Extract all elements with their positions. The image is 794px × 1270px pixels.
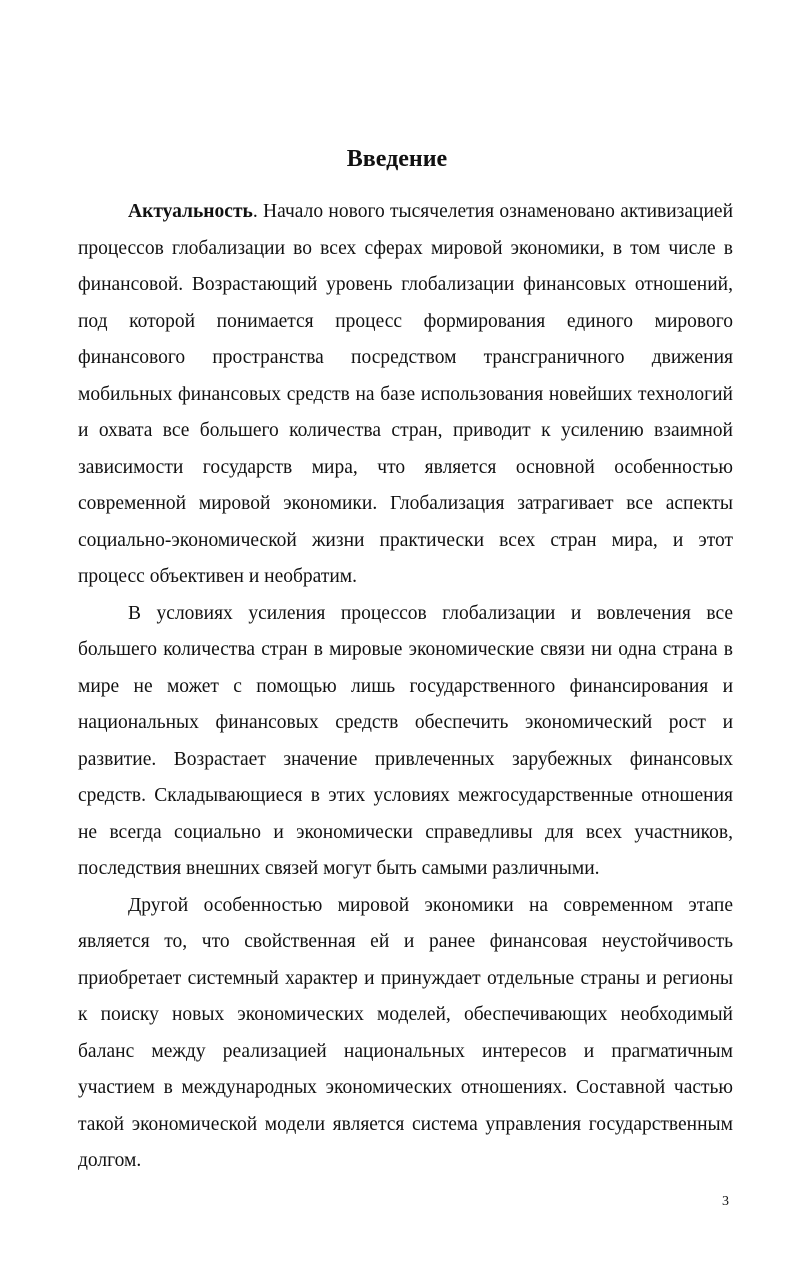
document-body [78,194,733,1180]
paragraph-text: Начало нового тысячелетия ознаменовано активизацией процессов глобализации во всех сферах мировой экономики, в том числе в финансовой. Возрастающий уровень глобализации финансовых отношений, под которой понимается процесс формирования единого мирового финансового пространства посредством трансграничного движения мобильных финансовых средств на базе использования новейших технологий и охвата все большего количества стран, приводит к усилению взаимной зависимости государств мира, что является основной особенностью современной мировой экономики. Глобализация затрагивает все аспекты социально-экономической жизни практически всех стран мира, и этот процесс объективен и необратим. [78,201,733,587]
paragraph-globalization-conditions: В условиях усиления процессов глобализации и вовлечения все большего количества стран в мировые экономические связи ни одна страна в мире не может с помощью лишь государственного финансирования и национальных финансовых средств обеспечить экономический рост и развитие. Возрастает значение привлеченных зарубежных финансовых средств. Складывающиеся в этих условиях межгосударственные отношения не всегда социально и экономически справедливы для всех участников, последствия внешних связей могут быть самыми различными. [78,602,733,879]
paragraph-lead: Актуальность [128,201,253,222]
paragraph-lead-punct: . [252,201,258,222]
page-title: Введение [346,146,448,172]
paragraph-financial-instability: Другой особенностью мировой экономики на современном этапе является то, что свойственная ей и ранее финансовая неустойчивость приобретает системный характер и принуждает отдельные страны и регионы к поиску новых экономических моделей, обеспечивающих необходимый баланс между реализацией национальных интересов и прагматичным участием в международных экономических отношениях. Составной частью такой экономической модели является система управления государственным долгом. [78,894,733,1171]
paragraph-relevance [78,194,733,596]
page-number: 3 [722,1194,729,1209]
